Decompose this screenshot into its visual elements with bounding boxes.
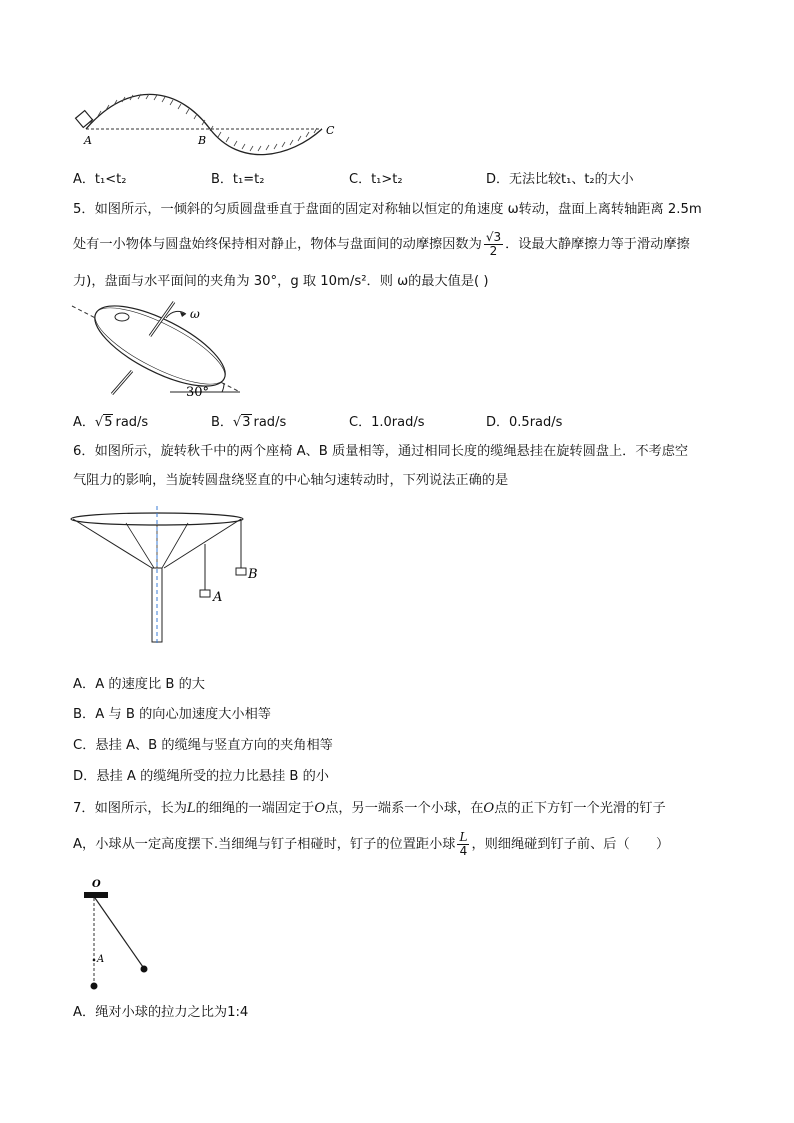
nail-label: A bbox=[97, 954, 105, 965]
ball-bottom bbox=[91, 983, 98, 990]
small-object bbox=[115, 313, 129, 321]
q6-option-d[interactable]: D．悬挂 A 的缆绳所受的拉力比悬挂 B 的小 bbox=[73, 769, 329, 784]
q4-option-c[interactable]: C．t₁>t₂ bbox=[349, 172, 403, 187]
seat-b-label: B bbox=[248, 567, 258, 582]
q5-option-b[interactable]: B．√3 rad/s bbox=[211, 415, 287, 430]
angle-arc bbox=[222, 383, 224, 392]
q5-line1: 5．如图所示，一倾斜的匀质圆盘垂直于盘面的固定对称轴以恒定的角速度 ω转动，盘面上离转轴距离 2.5m bbox=[73, 202, 702, 217]
q4-option-d[interactable]: D．无法比较t₁、t₂的大小 bbox=[486, 172, 634, 187]
disk bbox=[84, 296, 236, 402]
q5-line2: 处有一小物体与圆盘始终保持相对静止，物体与盘面间的动摩擦因数为 $\frac{√3}{2}$ ．设最大静摩擦力等于滑动摩擦 bbox=[73, 229, 690, 258]
ball-swinging bbox=[141, 966, 148, 973]
seat-a bbox=[200, 590, 210, 597]
q7-line1: 7．如图所示，长为L的细绳的一端固定于O点，另一端系一个小球，在O点的正下方钉一个光滑的钉子 bbox=[73, 801, 666, 816]
seat-b bbox=[236, 568, 246, 575]
q7-line2: A，小球从一定高度摆下.当细绳与钉子相碰时，钉子的位置距小球 $\frac{L}{4}$ ，则细绳碰到钉子前、后（ ） bbox=[73, 829, 670, 858]
seat-a-label: A bbox=[213, 590, 223, 605]
q5-option-a[interactable]: A．√5 rad/s bbox=[73, 415, 149, 430]
q6-line2: 气阻力的影响，当旋转圆盘绕竖直的中心轴匀速转动时，下列说法正确的是 bbox=[73, 473, 509, 488]
omega-label: ω bbox=[190, 307, 200, 321]
q6-line1: 6．如图所示，旋转秋千中的两个座椅 A、B 质量相等，通过相同长度的缆绳悬挂在旋转圆盘上．不考虑空 bbox=[73, 444, 689, 459]
label-b: B bbox=[198, 134, 207, 147]
q4-option-a[interactable]: A．t₁<t₂ bbox=[73, 172, 127, 187]
nail bbox=[93, 959, 96, 962]
q7-option-a[interactable]: A．绳对小球的拉力之比为1:4 bbox=[73, 1005, 249, 1020]
label-c: C bbox=[326, 124, 335, 137]
q5-fraction: $\frac{√3}{2}$ bbox=[485, 229, 502, 258]
point-o-label: O bbox=[92, 879, 101, 890]
q6-option-a[interactable]: A．A 的速度比 B 的大 bbox=[73, 677, 205, 692]
q6-option-b[interactable]: B．A 与 B 的向心加速度大小相等 bbox=[73, 707, 271, 722]
ceiling-bar bbox=[84, 892, 108, 898]
pendulum-figure bbox=[78, 876, 168, 994]
q5-option-d[interactable]: D．0.5rad/s bbox=[486, 415, 563, 430]
angle-label: 30° bbox=[186, 385, 210, 400]
q4-option-b[interactable]: B．t₁=t₂ bbox=[211, 172, 265, 187]
track-figure bbox=[70, 88, 360, 160]
q5-option-c[interactable]: C．1.0rad/s bbox=[349, 415, 425, 430]
q7-fraction: $\frac{L}{4}$ bbox=[459, 829, 468, 858]
carousel-figure bbox=[70, 506, 270, 646]
q5-line3: 力)，盘面与水平面间的夹角为 30°，g 取 10m/s²．则 ω的最大值是( ) bbox=[73, 274, 489, 289]
disk-figure bbox=[70, 296, 260, 402]
q6-option-c[interactable]: C．悬挂 A、B 的缆绳与竖直方向的夹角相等 bbox=[73, 738, 333, 753]
label-a: A bbox=[84, 134, 92, 147]
